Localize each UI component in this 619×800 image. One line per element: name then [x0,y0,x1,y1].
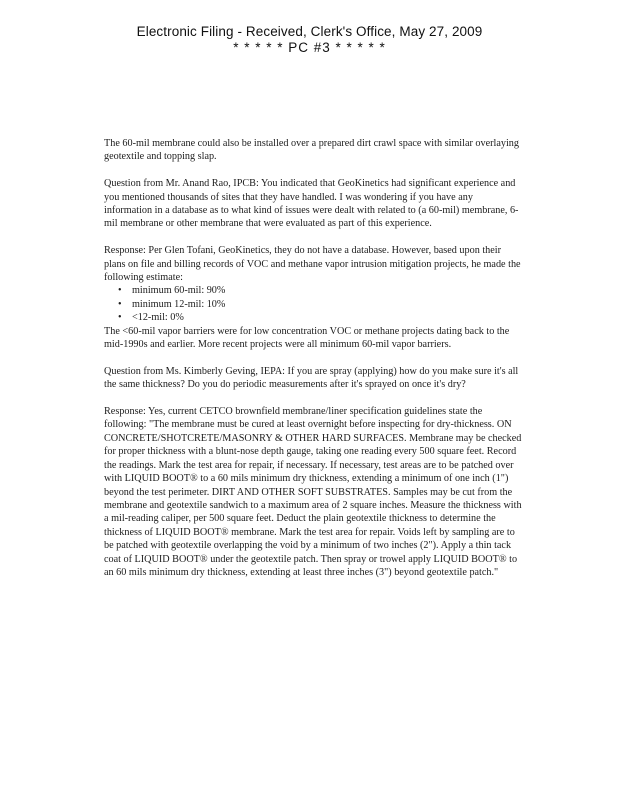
paragraph-vapor-barriers: The <60-mil vapor barriers were for low concentration VOC or methane projects dating back to the mid-1990s and earlier. More recent projects were all minimum 60-mil vapor barriers. [104,325,510,351]
estimate-list [104,284,522,324]
list-item: • minimum 12-mil: 10% [118,298,522,311]
filing-stamp-line: Electronic Filing - Received, Clerk's Office, May 27, 2009 [136,24,483,39]
paragraph-crawl-space: The 60-mil membrane could also be installed over a prepared dirt crawl space with similar overlaying geotextile and topping slap. [104,138,519,163]
paragraph-question-geving: Question from Ms. Kimberly Geving, IEPA: If you are spray (applying) how do you make sure it's all the same thickness? Do you do periodic measurements after it's sprayed on once it's dry? [104,365,519,391]
exhibit-number-line: * * * * * PC #3 * * * * * [233,40,386,55]
document-body [104,137,522,593]
list-item: • minimum 60-mil: 90% [118,284,522,297]
list-item: • <12-mil: 0% [118,311,522,324]
paragraph-response-cetco: Response: Yes, current CETCO brownfield membrane/liner specification guidelines state the following: "The membrane must be cured at least overnight before inspecting for dry-thickness. ON CONCRETE/SHOTCRETE/MASONRY & OTHER HARD SURFACES. Membrane may be checked for proper thickness with a blunt-nose depth gauge, taking one reading every 500 square feet. Record the readings. Mark the test area for repair, if necessary. If necessary, test areas are to be patched over with LIQUID BOOT® to a 60 mils minimum dry thickness, extending a minimum of one inch (1") beyond the test perimeter. DIRT AND OTHER SOFT SUBSTRATES. Samples may be cut from the membrane and geotextile sandwich to a maximum area of 2 square inches. Measure the thickness with a mil-reading caliper, per 500 square feet. Deduct the plain geotextile thickness to determine the thickness of LIQUID BOOT® membrane. Mark the test area for repair. Voids left by sampling are to be patched with geotextile overlapping the void by a minimum of two inches (2"). Apply a thin tack coat of LIQUID BOOT® under the geotextile patch. Then spray or trowel apply LIQUID BOOT® to an 60 mils minimum dry thickness, extending at least three inches (3") beyond geotextile patch." [104,406,522,578]
paragraph-response-tofani: Response: Per Glen Tofani, GeoKinetics, they do not have a database. However, based upon their plans on file and billing records of VOC and methane vapor intrusion mitigation projects, he made the following estimate: [104,245,521,284]
paragraph-question-rao: Question from Mr. Anand Rao, IPCB: You indicated that GeoKinetics had significant experience and you mentioned thousands of sites that they have handled. I was wondering if you have any information in a database as to what kind of issues were dealt with related to (a 60-mil) membrane, 6-mil membrane or other membrane that were evaluated as part of this experience. [104,178,519,230]
